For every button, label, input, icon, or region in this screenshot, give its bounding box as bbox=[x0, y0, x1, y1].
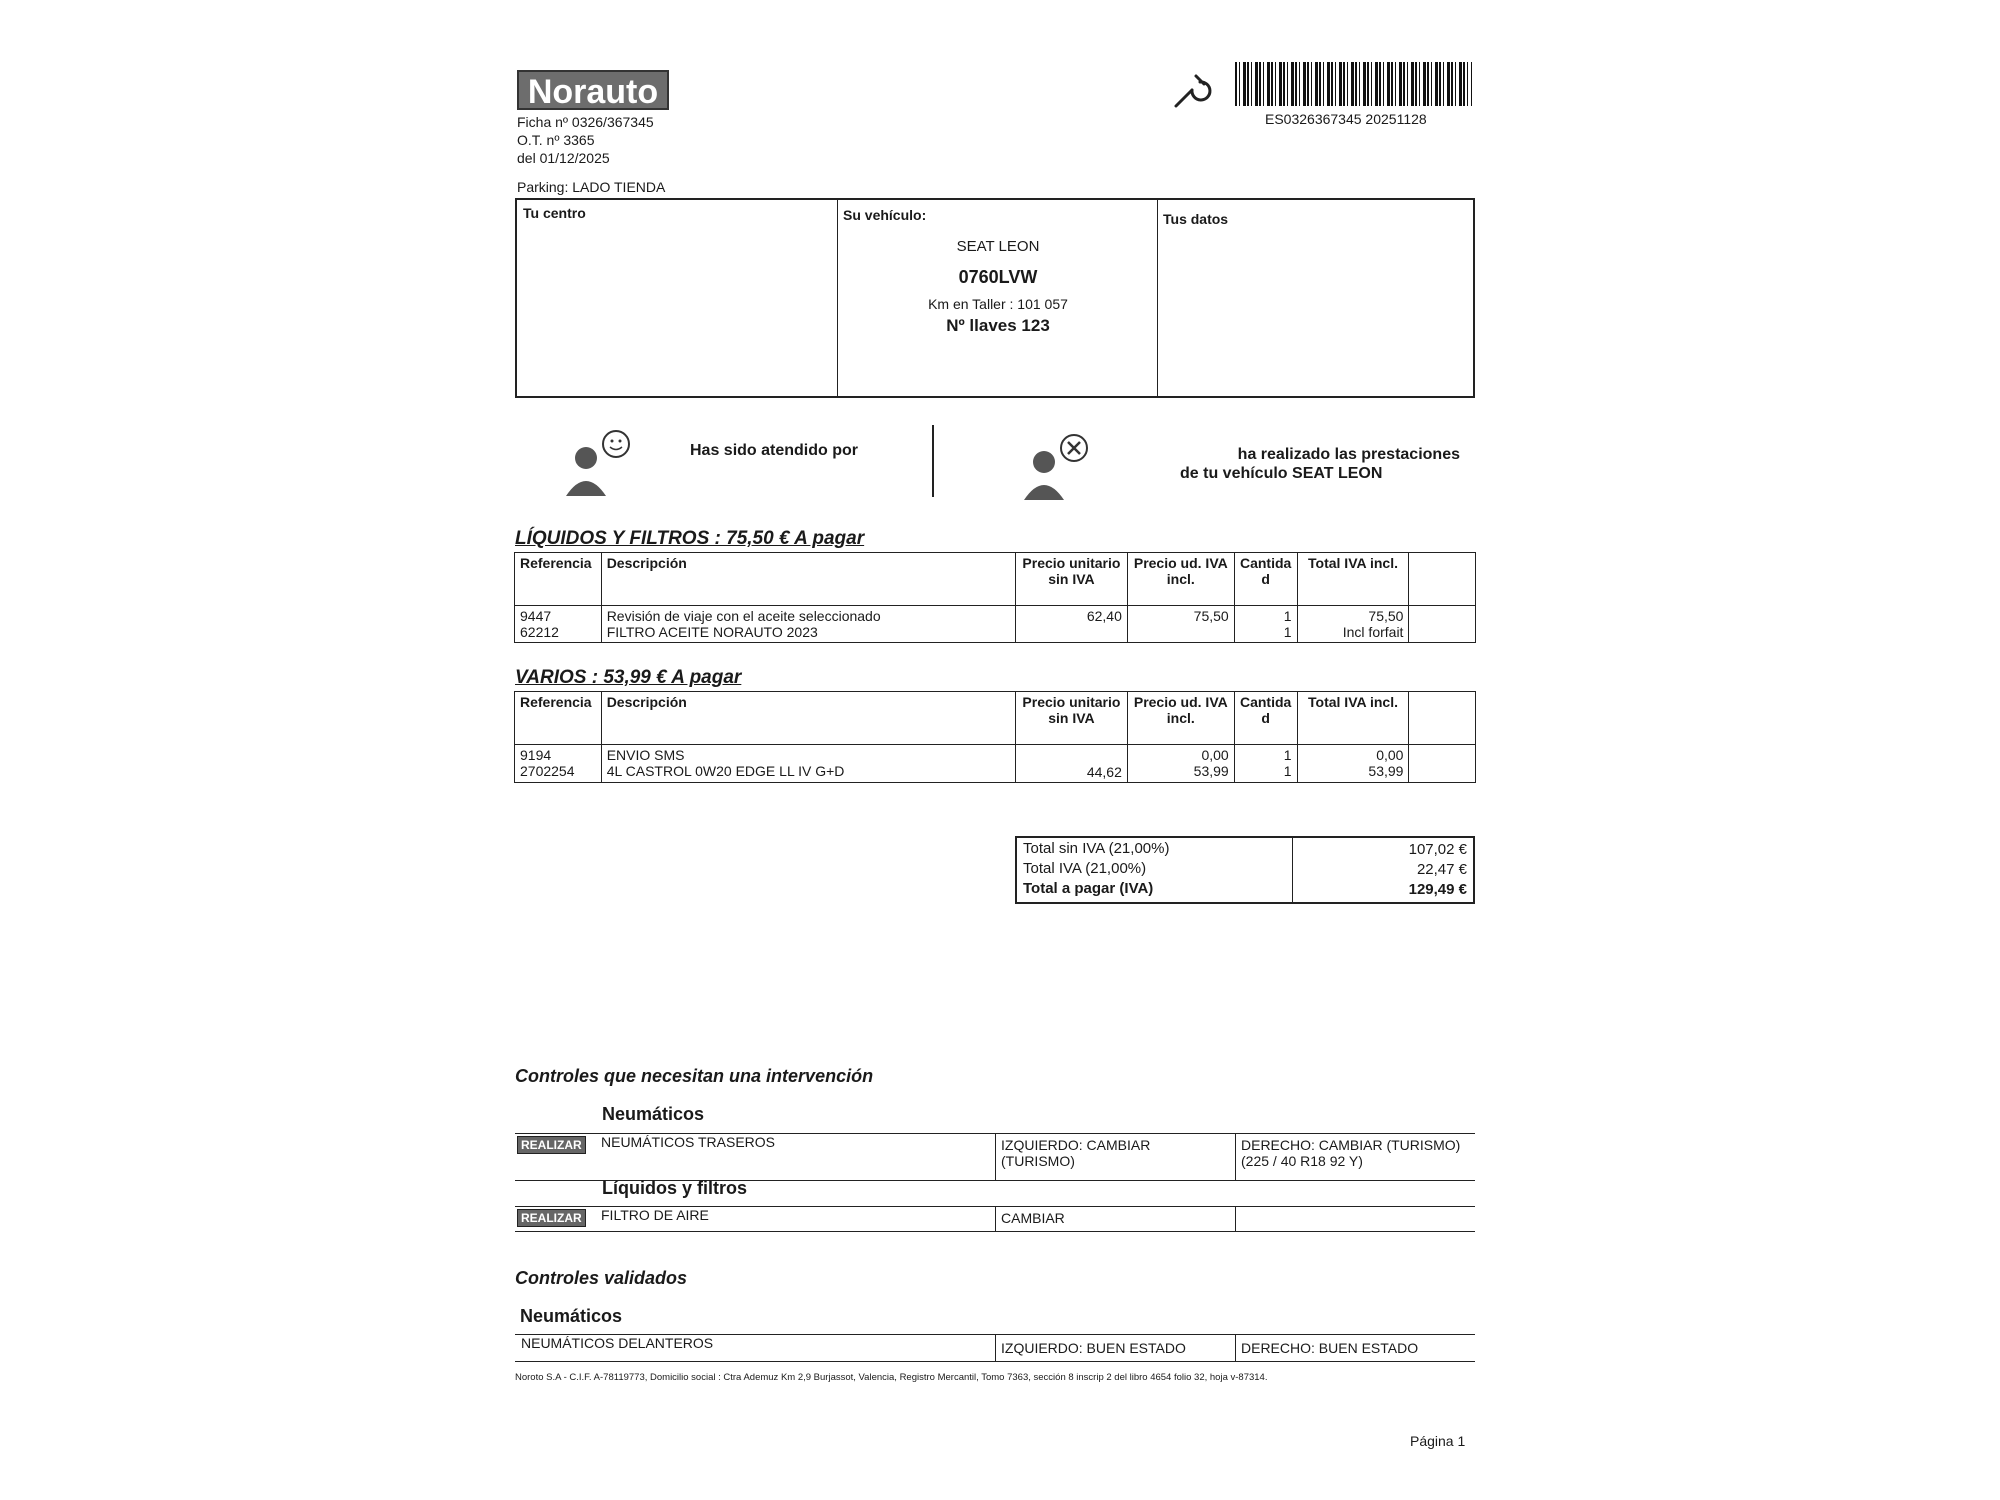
col-desc: Descripción bbox=[601, 553, 1015, 606]
col-total: Total IVA incl. bbox=[1297, 692, 1409, 745]
divider bbox=[932, 425, 934, 497]
col-qty: Cantida d bbox=[1234, 692, 1297, 745]
control-left: IZQUIERDO: CAMBIAR (TURISMO) bbox=[1001, 1137, 1151, 1169]
barcode bbox=[1235, 62, 1472, 106]
cell-unit-vat: 0,00 53,99 bbox=[1127, 745, 1234, 783]
tus-datos-label: Tus datos bbox=[1163, 211, 1229, 227]
tu-centro-label: Tu centro bbox=[523, 205, 586, 221]
cell-ref: 9194 2702254 bbox=[515, 745, 602, 783]
col-unit-price: Precio unitario sin IVA bbox=[1015, 553, 1127, 606]
control-left: IZQUIERDO: BUEN ESTADO bbox=[1001, 1340, 1186, 1356]
cell-qty: 1 1 bbox=[1234, 606, 1297, 643]
total-sin-iva-label: Total sin IVA (21,00%) bbox=[1023, 840, 1170, 857]
info-boxes bbox=[515, 198, 1475, 398]
control-row bbox=[515, 1133, 1475, 1181]
col-desc: Descripción bbox=[601, 692, 1015, 745]
person-tools-icon bbox=[1018, 432, 1098, 507]
su-vehiculo-label: Su vehículo: bbox=[843, 207, 927, 223]
col-unit-price-vat: Precio ud. IVA incl. bbox=[1127, 553, 1234, 606]
attended-by: Has sido atendido por bbox=[690, 442, 859, 459]
items-table-liquidos bbox=[514, 552, 1476, 643]
norauto-logo: Norauto bbox=[517, 70, 669, 110]
control-item: NEUMÁTICOS TRASEROS bbox=[601, 1134, 775, 1150]
group-heading-neumaticos: Neumáticos bbox=[602, 1104, 705, 1124]
section-title-varios: VARIOS : 53,99 € A pagar bbox=[515, 667, 742, 688]
control-item: NEUMÁTICOS DELANTEROS bbox=[521, 1335, 714, 1351]
controls-validated-title: Controles validados bbox=[515, 1268, 688, 1288]
col-unit-price: Precio unitario sin IVA bbox=[1015, 692, 1127, 745]
control-left: CAMBIAR bbox=[1001, 1210, 1065, 1226]
page-number: Página 1 bbox=[1410, 1433, 1466, 1449]
ficha-number: Ficha nº 0326/367345 bbox=[517, 114, 654, 130]
vehicle-model: SEAT LEON bbox=[956, 238, 1040, 255]
table-header-row bbox=[515, 553, 1476, 606]
table-header-row bbox=[515, 692, 1476, 745]
realizar-badge: REALIZAR bbox=[517, 1136, 586, 1154]
col-ref: Referencia bbox=[515, 692, 602, 745]
control-row bbox=[515, 1206, 1475, 1232]
cell-total: 75,50 Incl forfait bbox=[1297, 606, 1409, 643]
cell-unit-vat: 75,50 bbox=[1127, 606, 1234, 643]
control-item: FILTRO DE AIRE bbox=[601, 1207, 709, 1223]
cell-empty bbox=[1409, 745, 1476, 783]
legal-footer: Noroto S.A - C.I.F. A-78119773, Domicilio social : Ctra Ademuz Km 2,9 Burjassot, Valencia, Registro Mercantil, Tomo 7363, sección 8 inscrip 2 del libro 4654 folio 32, hoja v-87314. bbox=[515, 1372, 1268, 1383]
control-row bbox=[515, 1334, 1475, 1362]
total-iva-value: 22,47 € bbox=[1416, 861, 1467, 878]
table-row bbox=[515, 745, 1476, 783]
col-empty bbox=[1409, 553, 1476, 606]
license-plate: 0760LVW bbox=[958, 267, 1038, 287]
control-right: DERECHO: CAMBIAR (TURISMO) (225 / 40 R18 92 Y) bbox=[1241, 1137, 1461, 1169]
table-row bbox=[515, 606, 1476, 643]
performed-text bbox=[1180, 445, 1460, 483]
totals-box bbox=[1015, 836, 1475, 904]
total-pagar-label: Total a pagar (IVA) bbox=[1023, 880, 1154, 897]
col-qty: Cantida d bbox=[1234, 553, 1297, 606]
ot-number: O.T. nº 3365 bbox=[517, 132, 595, 148]
items-table-varios bbox=[514, 691, 1476, 783]
col-unit-price-vat: Precio ud. IVA incl. bbox=[1127, 692, 1234, 745]
document-date: del 01/12/2025 bbox=[517, 150, 610, 166]
performed-line2: de tu vehículo SEAT LEON bbox=[1180, 465, 1383, 482]
cell-unit: 44,62 bbox=[1015, 745, 1127, 783]
person-smile-icon bbox=[560, 428, 640, 503]
col-empty bbox=[1409, 692, 1476, 745]
parking-info: Parking: LADO TIENDA bbox=[517, 179, 666, 195]
cell-unit: 62,40 bbox=[1015, 606, 1127, 643]
col-total: Total IVA incl. bbox=[1297, 553, 1409, 606]
cell-empty bbox=[1409, 606, 1476, 643]
validated-heading-neumaticos: Neumáticos bbox=[520, 1306, 623, 1326]
cell-total: 0,00 53,99 bbox=[1297, 745, 1409, 783]
realizar-badge: REALIZAR bbox=[517, 1209, 586, 1227]
group-heading-liquidos: Líquidos y filtros bbox=[602, 1178, 748, 1198]
control-right: DERECHO: BUEN ESTADO bbox=[1241, 1340, 1419, 1356]
controls-needed-title: Controles que necesitan una intervención bbox=[515, 1066, 874, 1086]
km-taller: Km en Taller : 101 057 bbox=[928, 296, 1068, 312]
section-title-liquidos: LÍQUIDOS Y FILTROS : 75,50 € A pagar bbox=[515, 528, 865, 549]
performed-line1: ha realizado las prestaciones bbox=[1237, 446, 1460, 463]
total-iva-label: Total IVA (21,00%) bbox=[1023, 860, 1147, 877]
col-ref: Referencia bbox=[515, 553, 602, 606]
total-sin-iva-value: 107,02 € bbox=[1408, 841, 1467, 858]
wrench-icon bbox=[1170, 70, 1212, 117]
barcode-text: ES0326367345 20251128 bbox=[1265, 111, 1427, 127]
cell-ref: 9447 62212 bbox=[515, 606, 602, 643]
key-number: Nº llaves 123 bbox=[946, 316, 1050, 335]
cell-desc: ENVIO SMS 4L CASTROL 0W20 EDGE LL IV G+D bbox=[601, 745, 1015, 783]
cell-desc: Revisión de viaje con el aceite seleccionado FILTRO ACEITE NORAUTO 2023 bbox=[601, 606, 1015, 643]
cell-qty: 1 1 bbox=[1234, 745, 1297, 783]
total-pagar-value: 129,49 € bbox=[1408, 881, 1467, 898]
